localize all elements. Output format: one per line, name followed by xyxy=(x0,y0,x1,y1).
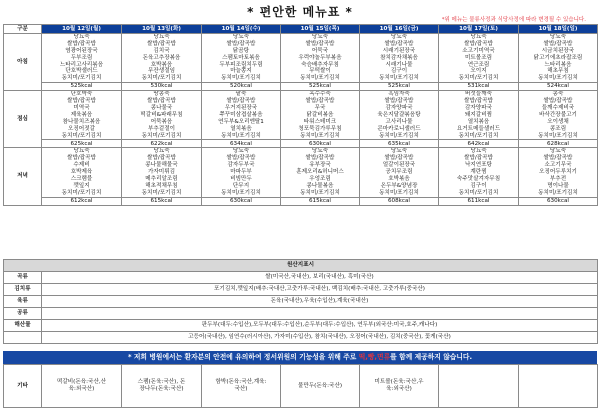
kcal-cell: 628kcal xyxy=(519,140,598,148)
menu-item: 돼지갈비찜 xyxy=(464,111,493,118)
change-notice: *위 메뉴는 물류사정과 식당사정에 따라 변경될 수 있습니다. xyxy=(441,17,586,23)
origin-body xyxy=(4,272,598,344)
menu-item: 쌀밥/잡곡밥 xyxy=(464,98,493,105)
menu-item: 호박볶음 xyxy=(388,176,410,183)
menu-item: 돈육고추장볶음 xyxy=(142,54,181,61)
origin-label: 해산물 xyxy=(4,320,42,332)
kcal-cell: 611kcal xyxy=(439,197,519,205)
menu-item: 미역국 xyxy=(73,105,90,112)
meal-row xyxy=(4,91,598,140)
menu-cell xyxy=(122,34,202,83)
menu-item: 비빔만두 xyxy=(230,176,252,183)
menu-item: 쌀밥/잡곡밥 xyxy=(226,155,256,162)
menu-item: 제육볶음 xyxy=(70,111,93,118)
menu-item: 미트볼조림 xyxy=(464,54,493,61)
menu-item: 동치미/포기김치 xyxy=(61,189,102,196)
menu-item: 닭갈비볶음 xyxy=(306,111,334,118)
menu-item: 명이나물 xyxy=(547,182,569,189)
kcal-cell: 608kcal xyxy=(360,197,439,205)
menu-item: 동치미/포기김치 xyxy=(379,132,419,139)
menu-item: 얼갈이된장국 xyxy=(382,162,416,169)
menu-item: 단무지 xyxy=(232,182,250,189)
menu-item: 동치미/포기김치 xyxy=(538,75,578,82)
kcal-cell: 520kcal xyxy=(202,83,281,91)
menu-item: 동치미/포기김치 xyxy=(300,189,340,196)
etc-cell xyxy=(281,365,360,408)
menu-item: 호박볶음 xyxy=(150,61,173,68)
menu-item: 쌀밥/잡곡밥 xyxy=(226,98,256,105)
menu-item: 열치볶음 xyxy=(467,118,490,125)
menu-item: 호박제육 xyxy=(70,169,93,176)
kcal-row xyxy=(4,140,598,148)
menu-item: 연근조림 xyxy=(467,61,490,68)
menu-item: 옥수수죽 xyxy=(309,91,331,98)
menu-item: 해초적채무침 xyxy=(145,182,178,189)
menu-item: 가자미튀김 xyxy=(147,169,176,176)
menu-item: 무잔생절임 xyxy=(147,68,176,75)
menu-cell xyxy=(360,148,439,197)
menu-item: 닭고기에초라잡조림 xyxy=(533,54,583,61)
menu-item: 오징어젓갈 xyxy=(67,125,96,132)
menu-item: 바삭간장불고기 xyxy=(539,111,577,118)
menu-item: 땅콩죽 xyxy=(153,91,170,98)
meal-label: 아침 xyxy=(4,34,42,91)
menu-item: 콩죽 xyxy=(552,91,564,98)
menu-item: 당뇨죽 xyxy=(470,34,487,40)
origin-label: 곡류 xyxy=(4,272,42,284)
menu-item: 들깨수제비국 xyxy=(541,105,575,112)
origin-label xyxy=(4,332,42,344)
kcal-cell: 625kcal xyxy=(42,140,122,148)
menu-item: 콩나물볶음 xyxy=(306,182,334,189)
menu-item: 콩조림 xyxy=(549,125,567,132)
menu-item: 동치미/포기김치 xyxy=(379,75,419,82)
kcal-cell: 525kcal xyxy=(360,83,439,91)
day-header: 10월 17일(토) xyxy=(439,25,519,34)
menu-item: 소고기무국 xyxy=(544,162,572,169)
menu-item: 감자두부국 xyxy=(227,162,255,169)
kcal-cell: 524kcal xyxy=(519,83,598,91)
menu-item: 닭곰탕 xyxy=(232,47,250,54)
etc-line: 장나두(돈육:국산) xyxy=(139,386,184,392)
menu-item: 열치볶음 xyxy=(230,125,252,132)
menu-item: 흑임자죽 xyxy=(388,91,410,98)
menu-item: 수제비 xyxy=(73,162,90,169)
page-title: * 편안한 메뉴표 * xyxy=(247,5,353,19)
menu-item: 계란찜 xyxy=(470,169,487,176)
menu-cell xyxy=(42,148,122,197)
origin-row xyxy=(4,332,598,344)
menu-item: 쌀밥/잡곡밥 xyxy=(305,98,335,105)
menu-item: 동치미/포기김치 xyxy=(458,132,499,139)
menu-cell xyxy=(360,91,439,140)
menu-item: 당뇨죽 xyxy=(549,148,567,155)
menu-item: 콘마카로니샐러드 xyxy=(377,125,421,132)
etc-line: 국산) xyxy=(234,386,248,392)
menu-cell xyxy=(202,91,281,140)
menu-item: 쌀밥/잡곡밥 xyxy=(464,40,493,47)
kcal-cell: 531kcal xyxy=(439,83,519,91)
origin-text: 돈육(국내산),우육(수입산),계육(국내산) xyxy=(42,296,598,308)
menu-item: 쌀밥/잡곡밥 xyxy=(226,40,256,47)
menu-item: 동치미/포기김치 xyxy=(141,75,182,82)
kcal-row xyxy=(4,83,598,91)
origin-text: 판두부(대두:수입산),모두부(대두:수입산),순두부(대두:수입산), 연두부(외국산:미국,호주,캐나다) xyxy=(42,320,598,332)
menu-item: 소고기미역국 xyxy=(462,47,495,54)
etc-line: 육:외국산) xyxy=(386,386,412,392)
menu-item: 동치미/포기김치 xyxy=(221,75,261,82)
menu-item: 동치미/포기김치 xyxy=(300,75,340,82)
etc-line: 미트볼(돈육:국산,우 xyxy=(374,379,424,385)
menu-item: 연두부&오리엔탈1 xyxy=(218,118,264,125)
menu-item: 무국 xyxy=(314,105,326,112)
gubun-header: 구분 xyxy=(4,25,42,34)
menu-item: 온두부&양념장 xyxy=(380,182,418,189)
meal-label: 점심 xyxy=(4,91,42,148)
menu-item: 당뇨죽 xyxy=(390,34,408,40)
menu-item: 쌀밥/잡곡밥 xyxy=(147,40,176,47)
menu-item: 두부조림 xyxy=(70,54,93,61)
menu-item: 단호박샐러드 xyxy=(65,68,98,75)
menu-item: 오이지 xyxy=(470,68,487,75)
origin-label: 공류 xyxy=(4,308,42,320)
etc-cell-empty xyxy=(439,365,519,408)
etc-line: 함박(돈육:국산,계육: xyxy=(215,379,267,385)
menu-cell xyxy=(519,34,598,83)
menu-item: 감자양파국 xyxy=(464,105,493,112)
safety-note xyxy=(3,351,597,364)
menu-cell xyxy=(42,91,122,140)
menu-item: 동치미/포기김치 xyxy=(538,132,578,139)
origin-row xyxy=(4,296,598,308)
kcal-cell: 630kcal xyxy=(281,140,360,148)
menu-item: 동치미/포기김치 xyxy=(458,189,499,196)
menu-item: 떡갈비&파래무침 xyxy=(140,111,183,118)
menu-item: 낙지연포탕 xyxy=(464,162,493,169)
menu-cell xyxy=(519,91,598,140)
menu-item: 참치감자채볶음 xyxy=(380,54,418,61)
menu-item: 우엉조림 xyxy=(309,176,331,183)
menu-item: 숙슴배추자무침 xyxy=(301,61,339,68)
menu-item: 시래기나물 xyxy=(385,61,413,68)
menu-item: 느타리고사리볶음 xyxy=(59,61,104,68)
title-bar xyxy=(0,0,600,24)
menu-item: 버섯들깨죽 xyxy=(464,91,493,98)
menu-item: 시래기된장국 xyxy=(382,47,416,54)
menu-item: 깻잎지 xyxy=(73,182,90,189)
menu-item: 어묵볶음 xyxy=(150,118,173,125)
menu-body xyxy=(4,34,598,206)
kcal-cell: 634kcal xyxy=(202,140,281,148)
menu-item: 요거트메들샐러드 xyxy=(456,125,501,132)
menu-cell xyxy=(439,91,519,140)
menu-item: 해초무침 xyxy=(547,68,569,75)
menu-item: 쌀밥/잡곡밥 xyxy=(305,155,335,162)
menu-item: 당뇨죽 xyxy=(311,34,329,40)
kcal-cell: 635kcal xyxy=(360,140,439,148)
etc-table xyxy=(3,364,598,408)
menu-item: 동치미/포기김치 xyxy=(61,75,102,82)
origin-row xyxy=(4,320,598,332)
menu-cell xyxy=(122,148,202,197)
menu-item: 쭈꾸미삼겹살볶음 xyxy=(219,111,263,118)
menu-table xyxy=(3,24,598,206)
menu-item: 참나물치즈볶음 xyxy=(62,118,101,125)
menu-item: 어묵국 xyxy=(311,47,329,54)
day-header: 10월 18일(일) xyxy=(519,25,598,34)
menu-cell xyxy=(439,34,519,83)
menu-item: 쌀밥/잡곡밥 xyxy=(384,98,414,105)
menu-item: 콩나물국 xyxy=(150,105,173,112)
menu-item: 김치국 xyxy=(153,47,170,54)
safety-note-text: * 저희 병원에서는 환자분의 안전에 유의하여 정서위원의 기능성을 위해 주로 xyxy=(127,353,359,361)
kcal-cell: 642kcal xyxy=(439,140,519,148)
menu-item: 공치무조림 xyxy=(385,169,413,176)
menu-header-row xyxy=(4,25,598,34)
menu-item: 단호박죽 xyxy=(70,91,93,98)
menu-cell xyxy=(281,34,360,83)
kcal-cell: 630kcal xyxy=(202,197,281,205)
day-header: 10월 12일(월) xyxy=(42,25,122,34)
meal-row xyxy=(4,148,598,197)
menu-item: 쌀밥/잡곡밥 xyxy=(67,155,96,162)
menu-item: 당뇨죽 xyxy=(311,148,329,155)
menu-item: 동치미/포기김치 xyxy=(61,132,102,139)
day-header: 10월 16일(금) xyxy=(360,25,439,34)
origin-text: 고등어(국내산), 임연수(러시아산), 가자미(수입산), 참치(국내산), 오징어(국내산), 김치(중국산), 꽃게(국산) xyxy=(42,332,598,344)
origin-text: 포기김치,깻잎지(배추:국내산,고춧가루:국내산), 백김치(배추:국내산, 고춧가루(중국산) xyxy=(42,284,598,296)
kcal-row xyxy=(4,197,598,205)
menu-item: 당뇨죽 xyxy=(232,148,250,155)
kcal-cell: 530kcal xyxy=(122,83,202,91)
menu-item: 타워스테미크 xyxy=(303,118,337,125)
meal-label: 저녁 xyxy=(4,148,42,205)
etc-line: 물만두(돈육:국산) xyxy=(297,382,343,389)
kcal-cell: 615kcal xyxy=(122,197,202,205)
menu-cell xyxy=(519,148,598,197)
menu-item: 당뇨죽 xyxy=(73,148,90,155)
etc-cell xyxy=(122,365,202,408)
menu-item: 당뇨죽 xyxy=(153,148,170,155)
etc-cell-empty xyxy=(519,365,598,408)
menu-item: 감자양파국 xyxy=(385,105,413,112)
menu-cell xyxy=(42,34,122,83)
menu-item: 시금치된장국 xyxy=(541,47,575,54)
menu-item: 김구이 xyxy=(390,68,408,75)
menu-item: 쌀밥/잡곡밥 xyxy=(67,98,96,105)
etc-row xyxy=(4,365,598,408)
menu-item: 쌀밥/잡곡밥 xyxy=(305,40,335,47)
menu-item: 메추리알조림 xyxy=(145,176,178,183)
origin-row xyxy=(4,308,598,320)
menu-item: 훈제오리&허니머스 xyxy=(296,169,344,176)
etc-line: 떡갈비(돈육:국산,산 xyxy=(56,379,107,385)
menu-item: 우럭야놀두부볶음 xyxy=(298,54,342,61)
day-header: 10월 15일(목) xyxy=(281,25,360,34)
kcal-cell: 630kcal xyxy=(519,197,598,205)
menu-item: 마파두부 xyxy=(230,169,252,176)
menu-item: 숙주맛살겨자무침 xyxy=(456,176,501,183)
origin-row xyxy=(4,272,598,284)
menu-item: 동치미/포기김치 xyxy=(538,189,578,196)
kcal-cell: 615kcal xyxy=(281,197,360,205)
menu-item: 당뇨죽 xyxy=(390,148,408,155)
menu-item: 부추전 xyxy=(549,176,567,183)
menu-cell xyxy=(202,34,281,83)
menu-cell xyxy=(281,148,360,197)
menu-item: 쌀밥/잡곡밥 xyxy=(67,40,96,47)
menu-item: 쌀밥/잡곡밥 xyxy=(543,155,573,162)
menu-cell xyxy=(360,34,439,83)
day-header: 10월 14일(수) xyxy=(202,25,281,34)
menu-item: 동치미/포기김치 xyxy=(379,189,419,196)
menu-item: 동치미/포기김치 xyxy=(141,189,182,196)
menu-item: 동치미/포기김치 xyxy=(221,132,261,139)
etc-line: 스팸(돈육:국산), 돈 xyxy=(137,379,186,385)
menu-item: 우거지된장국 xyxy=(224,105,258,112)
menu-item: 당뇨죽 xyxy=(232,34,250,40)
menu-item: 고사리나물 xyxy=(385,118,413,125)
menu-item: 당뇨죽 xyxy=(73,34,90,40)
menu-item: 부추겉절이 xyxy=(147,125,176,132)
etc-line: 육:외국산) xyxy=(68,386,95,392)
meal-row xyxy=(4,34,598,83)
menu-cell xyxy=(202,148,281,197)
menu-item: 동치미/포기김치 xyxy=(458,75,499,82)
menu-cell xyxy=(281,91,360,140)
day-header: 10월 13일(화) xyxy=(122,25,202,34)
origin-label: 육류 xyxy=(4,296,42,308)
menu-item: 오징어두루치기 xyxy=(539,169,577,176)
kcal-cell: 612kcal xyxy=(42,197,122,205)
origin-label: 김치류 xyxy=(4,284,42,296)
origin-title: 원산지표시 xyxy=(4,260,598,272)
menu-item: 동치미/포기김치 xyxy=(300,132,340,139)
menu-cell xyxy=(439,148,519,197)
kcal-cell: 525kcal xyxy=(281,83,360,91)
menu-cell xyxy=(122,91,202,140)
menu-item: 염광어된장국 xyxy=(65,47,98,54)
menu-item: 청포묵김가루무침 xyxy=(298,125,342,132)
menu-item: 당뇨죽 xyxy=(549,34,567,40)
menu-item: 쌀밥/잡곡밥 xyxy=(147,98,176,105)
etc-cell xyxy=(202,365,281,408)
menu-item: 팥죽 xyxy=(235,91,247,98)
menu-item: 콩나물해물국 xyxy=(145,162,178,169)
menu-item: 동치미/포기김치 xyxy=(221,189,261,196)
etc-label: 기타 xyxy=(4,365,42,408)
menu-item: 스팸토마토볶음 xyxy=(222,54,260,61)
menu-item: 동치미/포기김치 xyxy=(141,132,182,139)
safety-note-tail: 를 함께 제공하지 않습니다. xyxy=(390,353,473,361)
menu-item: 마늘쫑지 xyxy=(230,68,252,75)
menu-item: 두부피조림치두림 xyxy=(219,61,263,68)
menu-item: 느타리볶음 xyxy=(544,61,572,68)
origin-table xyxy=(3,259,598,344)
origin-text: 쌀(미국산,국내산), 보리(국내산), 흑미(국산) xyxy=(42,272,598,284)
menu-item: 쌀밥/잡곡밥 xyxy=(464,155,493,162)
safety-note-highlight: 떡,빵,면류 xyxy=(358,353,391,361)
origin-text xyxy=(42,308,598,320)
menu-item: 무떡쌀이 xyxy=(309,68,331,75)
menu-item: 쌀밥/잡곡밥 xyxy=(384,40,414,47)
menu-item: 오이생채 xyxy=(547,118,569,125)
menu-item: 쌀밥/잡곡밥 xyxy=(543,40,573,47)
kcal-cell: 622kcal xyxy=(122,140,202,148)
kcal-cell: 525kcal xyxy=(42,83,122,91)
menu-item: 쌀밥/잡곡밥 xyxy=(543,98,573,105)
etc-cell xyxy=(42,365,122,408)
menu-item: 당뇨죽 xyxy=(470,148,487,155)
menu-item: 유부장국 xyxy=(309,162,331,169)
menu-item: 쌀밥/잡곡밥 xyxy=(147,155,176,162)
menu-item: 육은지달걀볶음탕 xyxy=(377,111,421,118)
menu-item: 김구이 xyxy=(470,182,487,189)
menu-item: 스크램블 xyxy=(70,176,93,183)
menu-item: 당뇨죽 xyxy=(153,34,170,40)
menu-item: 쌀밥/잡곡밥 xyxy=(384,155,414,162)
etc-cell xyxy=(360,365,439,408)
origin-row xyxy=(4,284,598,296)
